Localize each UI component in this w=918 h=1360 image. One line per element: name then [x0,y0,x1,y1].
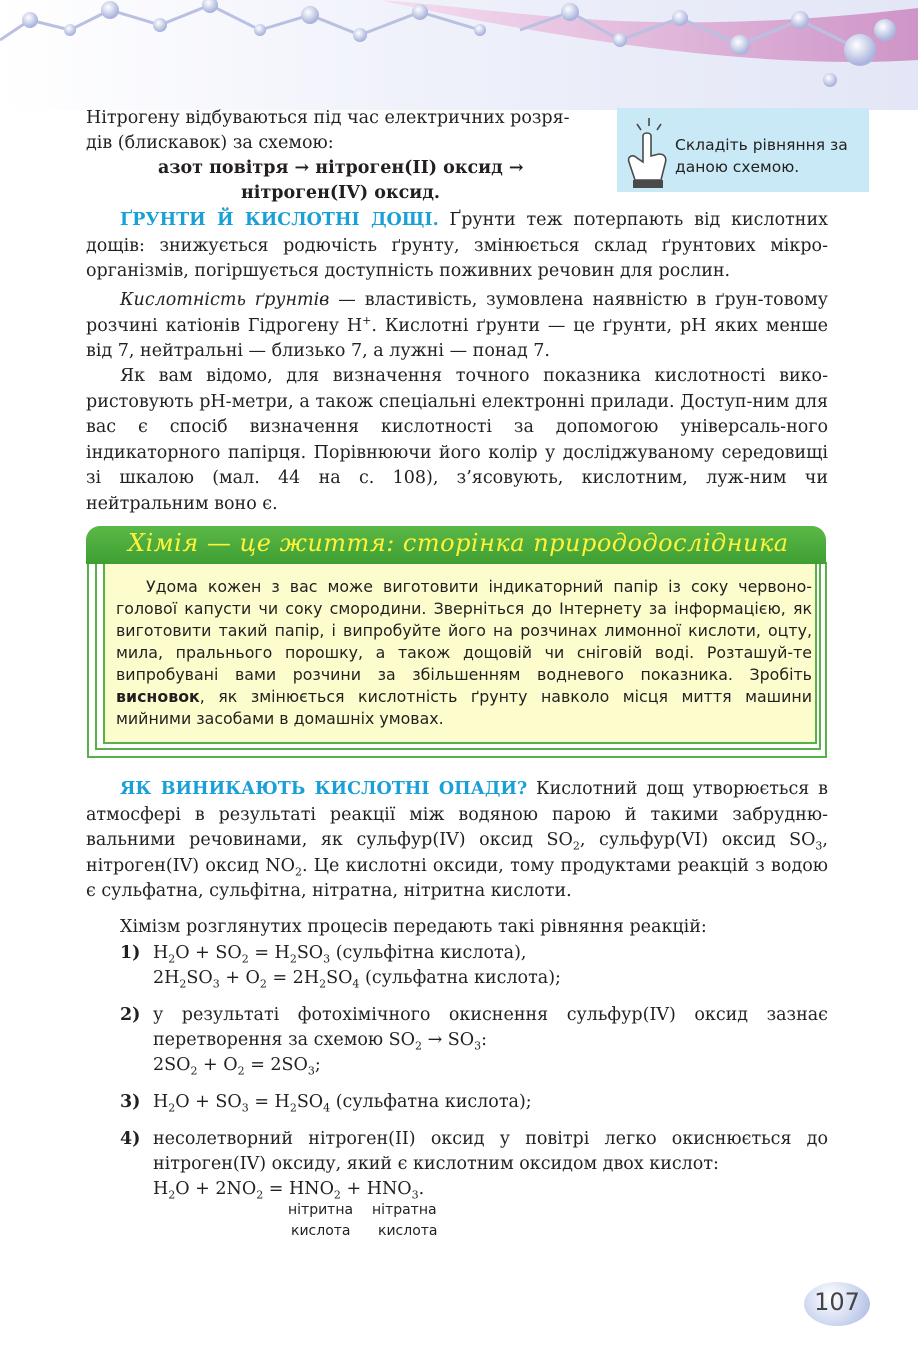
header-banner [0,0,918,110]
intro-line-1: Нітрогену відбуваються під час електричних розря- [86,108,570,128]
rain-heading: ЯК ВИНИКАЮТЬ КИСЛОТНІ ОПАДИ? [120,779,528,799]
label-nitrate-1: нітратна [372,1202,437,1218]
item2-line2: перетворення за схемою $SO_2 \to SO_3$: [153,1030,488,1053]
page-number-badge [804,1282,870,1326]
soils-heading: ҐРУНТИ Й КИСЛОТНІ ДОЩІ. [120,210,439,230]
acidity-paragraph [86,288,828,365]
side-note-text: Складіть рівняння за даною схемою. [675,136,848,176]
item1-line1-note: (сульфітна кислота), [335,943,527,963]
scheme-line-2: нітроген(IV) оксид. [241,183,440,203]
label-nitrate-2: кислота [378,1223,438,1239]
label-nitrite-2: кислота [291,1223,351,1239]
item1-number: 1) [120,943,141,963]
box-text-a: Удома кожен з вас може виготовити індикаторний папір із соку червоно-голової капусти чи соку смородини. Зверніться до Інтернету за інформацією, як виготовити такий папір, і випробуйте його на розчинах лимонної кислоти, оцту, мила, пральнього порошку, а також дощовій чи сніговій воді. Розташуй-те випробувані вами розчини за збільшенням водневого показника. Зробіть [116,577,812,684]
item4-line2: нітроген(IV) оксиду, який є кислотним оксидом двох кислот: [153,1154,719,1174]
item3-number: 3) [120,1092,141,1112]
rain-text-3: , нітроген(IV) оксид NO [86,830,828,876]
item2-line1: у результаті фотохімічного окиснення сульфур(IV) оксид зазнає [153,1005,828,1025]
item4-number: 4) [120,1129,141,1149]
chem-intro: Хімізм розглянутих процесів передають такі рівняння реакцій: [120,917,707,937]
acidity-text-a: — властивість, зумовлена наявністю в ґрун-товому розчині катіонів Гідрогену H [86,290,829,336]
soils-paragraph [86,208,828,285]
acidity-sup: + [362,313,372,327]
box-bold: висновок [116,687,200,706]
rain-text-4: . Це кислотні оксиди, тому продуктами реакцій з водою є сульфатна, сульфітна, нітратна, нітритна кислоти. [86,855,828,901]
item1-line1: $H_2O + SO_2 = H_2SO_3$ (сульфітна кислота), [153,943,527,966]
item1-line2-note: (сульфатна кислота); [365,968,561,988]
intro-line-2: дів (блискавок) за схемою: [86,133,334,153]
item4-line1: несолетворний нітроген(II) оксид у повітрі легко окиснюється до [153,1129,828,1149]
box-title: Хімія — це життя: сторінка природодослідника [128,529,789,557]
rain-text-1: Кислотний дощ утворюється в атмосфері в результаті реакції між водяною парою й такими забрудню-вальними речовинами, як сульфур(IV) оксид SO [86,779,828,850]
ph-paragraph: Як вам відомо, для визначення точного показника кислотності вико-ристовують pH-метри, а також спеціальні електронні прилади. Доступ-ним для вас є спосіб визначення кислотності за допомогою універсаль-ного індикаторного папірця. Порівнюючи його колір у досліджуваному середовищі зі шкалою (мал. 44 на с. 108), з’ясовують, кислотним, луж-ним чи нейтральним воно є. [86,366,828,514]
item4-line3: $H_2O + 2NO_2 = HNO_2 + HNO_3$. [153,1179,425,1202]
acidity-term: Кислотність ґрунтів [120,290,330,310]
item2-number: 2) [120,1005,141,1025]
item1-line2: $2H_2SO_3 + O_2 = 2H_2SO_4$ (сульфатна кислота); [153,968,561,991]
box-title-bar [86,526,826,564]
box-text-b: , як змінюється кислотність ґрунту навколо місця миття машини мийними засобами в домашніх умовах. [116,687,812,728]
item3-note: (сульфатна кислота); [335,1092,532,1112]
item2-line2-text: перетворення за схемою SO [153,1030,415,1050]
page-number: 107 [814,1288,860,1316]
scheme-line-1: азот повітря → нітроген(II) оксид → [158,158,524,178]
soils-text: Ґрунти теж потерпають від кислотних дощів: знижується родючість ґрунту, змінюється склад ґрунтових мікро-організмів, погіршується доступність поживних речовин для рослин. [86,210,829,281]
item2-line3: $2SO_2 + O_2 = 2SO_3$; [153,1055,321,1078]
box-text [116,576,812,730]
rain-text-2: , сульфур(VI) оксид SO [579,830,816,850]
item3-line: $H_2O + SO_3 = H_2SO_4$ (сульфатна кислота); [153,1092,532,1115]
pointing-hand-icon [619,114,671,190]
label-nitrite-1: нітритна [288,1202,354,1218]
acidity-text-b: . Кислотні ґрунти — це ґрунти, pH яких менше від 7, нейтральні — близько 7, а лужні — понад 7. [86,315,828,361]
rain-paragraph: ЯК ВИНИКАЮТЬ КИСЛОТНІ ОПАДИ? Кислотний дощ утворюється в атмосфері в результаті реакції між водяною парою й такими забрудню-вальними речовинами, як сульфур(IV) оксид $SO_2$, сульфур(VI) оксид $SO_3$, нітроген(IV) оксид $NO_2$. Це кислотні оксиди, тому продуктами реакцій з водою є сульфатна, сульфітна, нітратна, нітритна кислоти. [86,779,828,901]
